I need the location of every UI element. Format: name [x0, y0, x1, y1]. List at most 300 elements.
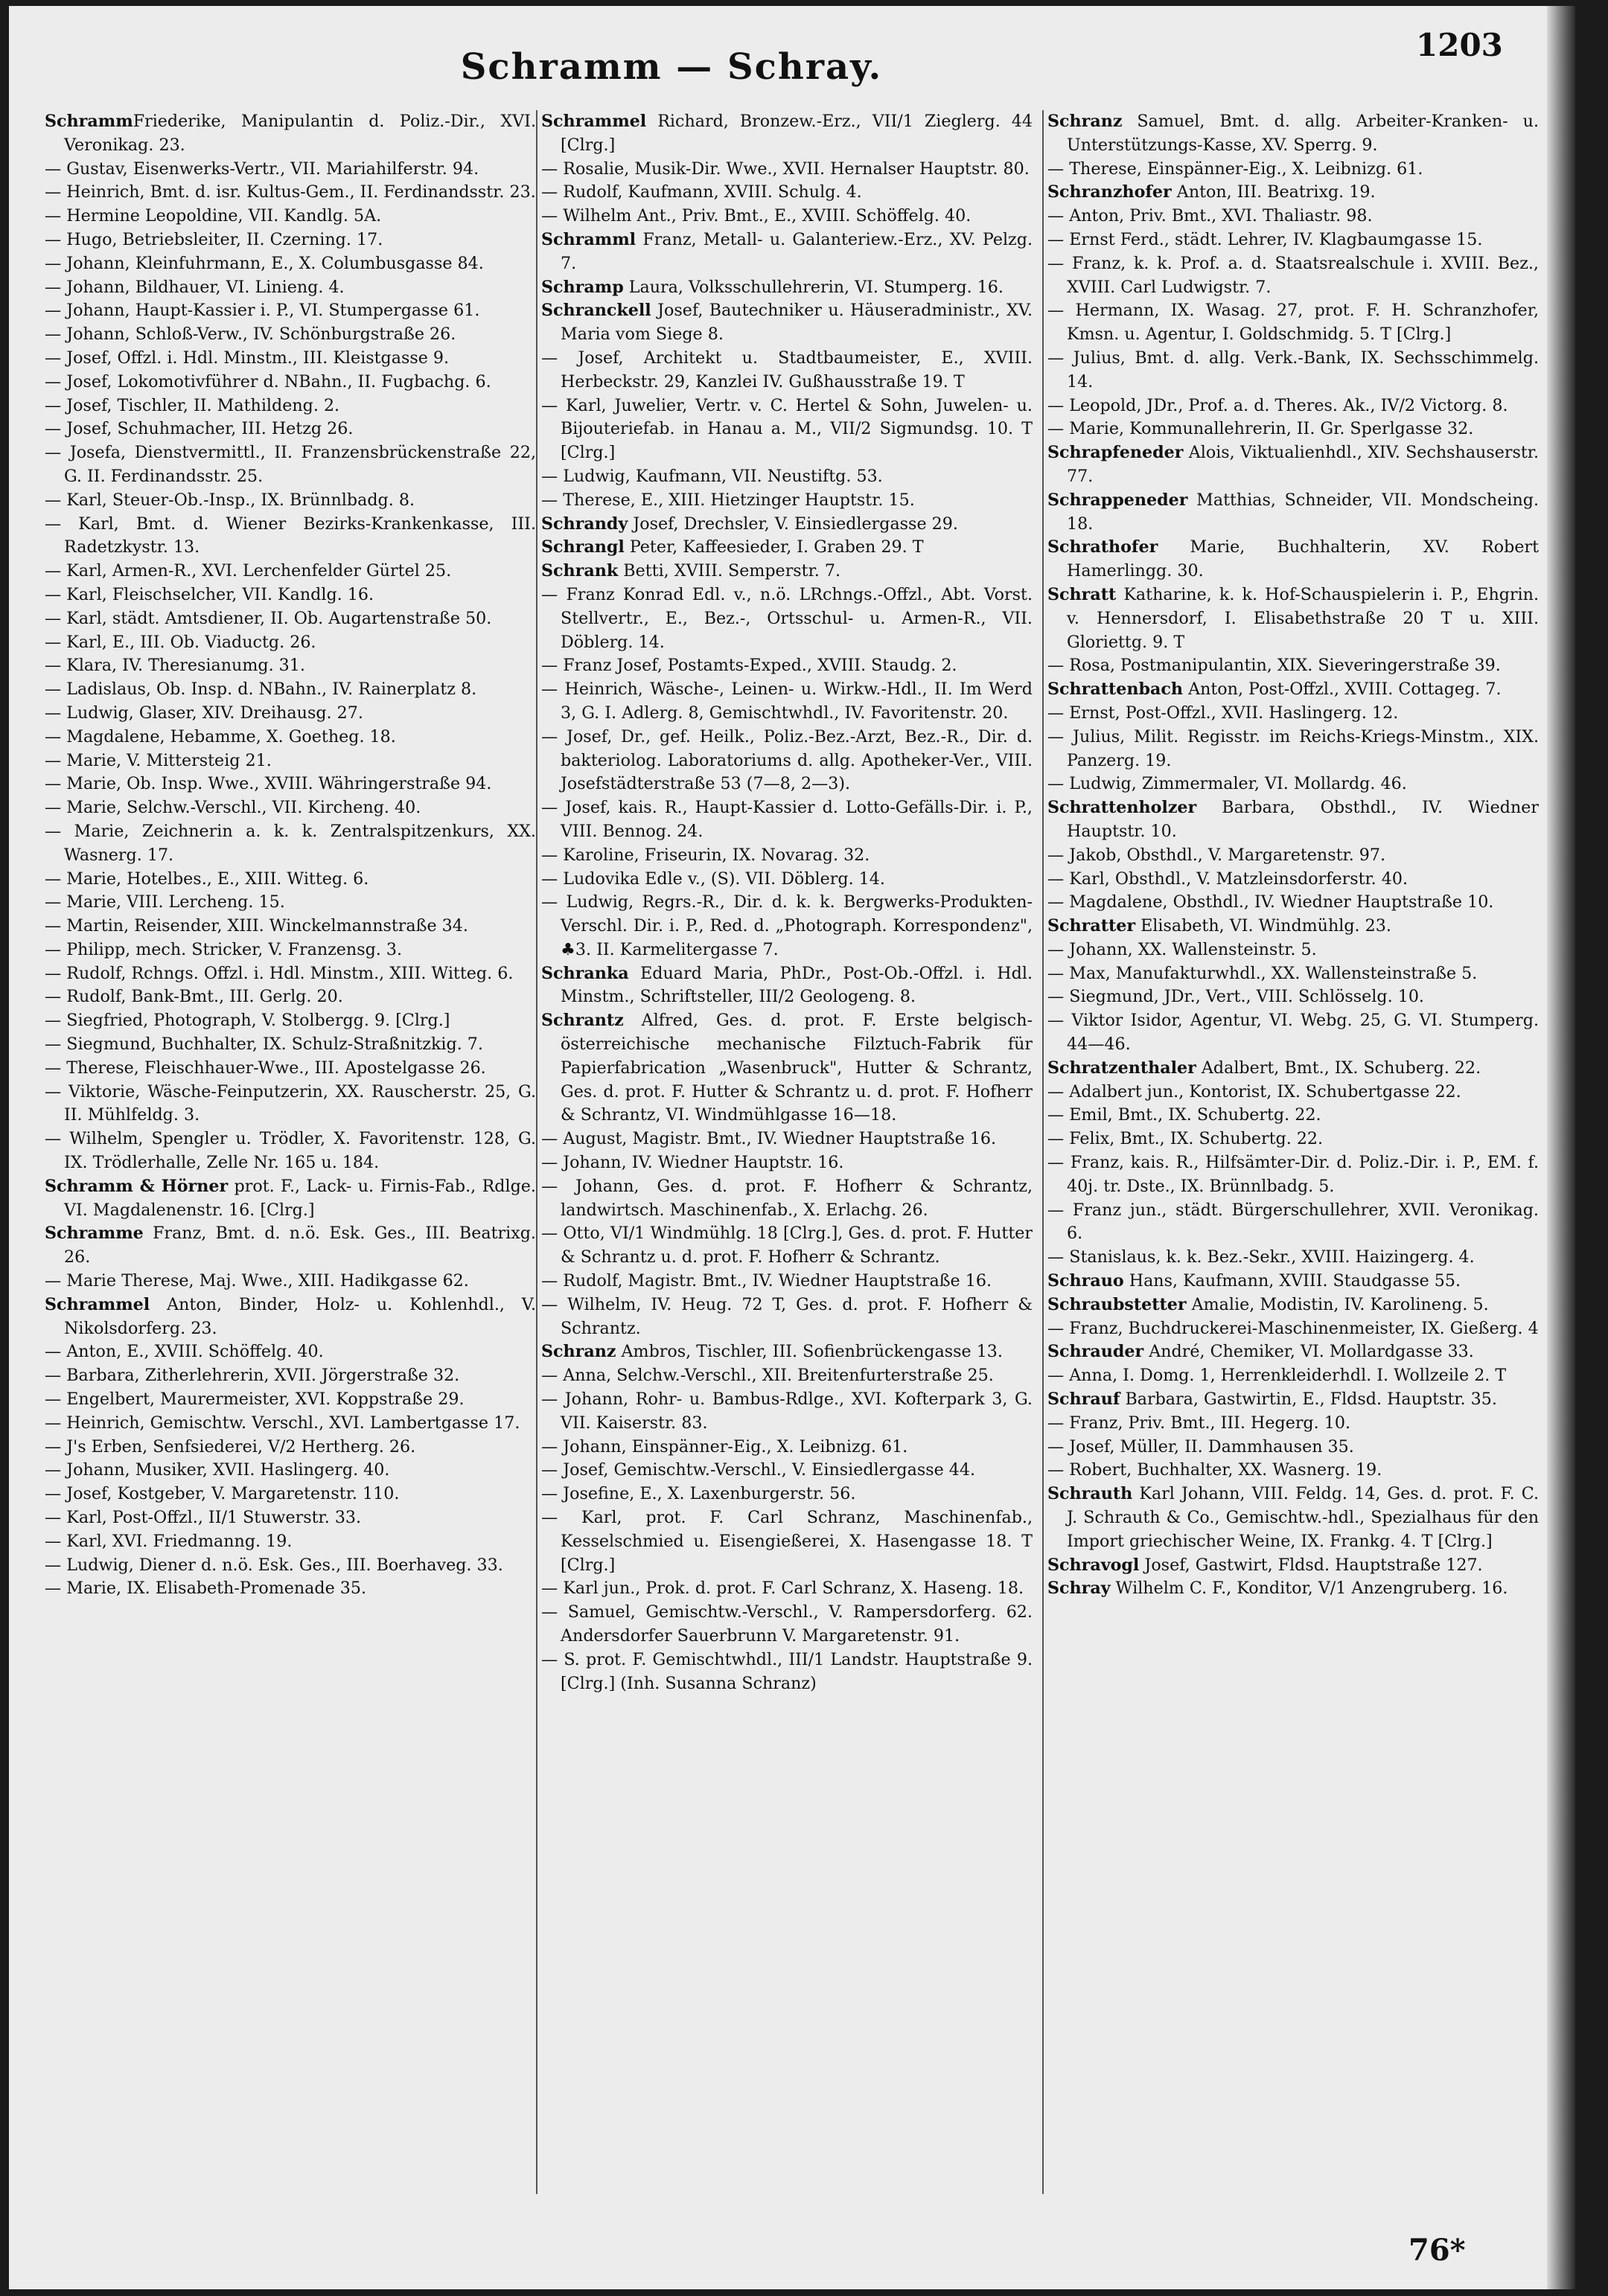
entry-text: — Marie, Zeichnerin a. k. k. Zentralspitzenkurs, XX. Wasnerg. 17.: [45, 821, 536, 865]
directory-entry: [1047, 1436, 1539, 1459]
directory-entry: [45, 1009, 536, 1033]
entry-text: — Marie, VIII. Lercheng. 15.: [45, 892, 285, 912]
directory-entry: [541, 1294, 1033, 1341]
entry-text: Samuel, Bmt. d. allg. Arbeiter-Kranken- u. Unterstützungs-Kasse, XV. Sperrg. 9.: [1067, 112, 1539, 155]
entry-text: — Karoline, Friseurin, IX. Novarag. 32.: [541, 845, 870, 865]
directory-entry: [541, 299, 1033, 347]
directory-entry: [541, 1436, 1033, 1459]
directory-entry: [45, 1033, 536, 1057]
entry-text: Betti, XVIII. Semperstr. 7.: [618, 561, 841, 581]
entry-text: — Franz, kais. R., Hilfsämter-Dir. d. Poliz.-Dir. i. P., EM. f. 40j. tr. Dste., IX. Brünnlbadg. 5.: [1047, 1153, 1539, 1196]
entry-surname: Schramm & Hörner: [45, 1176, 229, 1196]
entry-surname: Schratter: [1047, 916, 1136, 936]
directory-entry: [1047, 1459, 1539, 1483]
entry-surname: Schrathofer: [1047, 537, 1158, 557]
entry-text: — Johann, Bildhauer, VI. Linieng. 4.: [45, 277, 345, 297]
directory-entry: [541, 1601, 1033, 1649]
directory-entry: [45, 678, 536, 702]
directory-entry: [45, 1270, 536, 1294]
directory-entry: [1047, 1104, 1539, 1128]
directory-entry: [1047, 1199, 1539, 1247]
directory-entry: [45, 1412, 536, 1436]
entry-surname: Schrammel: [541, 112, 647, 131]
directory-entry: [541, 513, 1033, 537]
directory-entry: [541, 1128, 1033, 1151]
entry-surname: Schranz: [1047, 112, 1123, 131]
entry-text: — Josef, Gemischtw.-Verschl., V. Einsiedlergasse 44.: [541, 1460, 976, 1480]
entry-text: — Franz Josef, Postamts-Exped., XVIII. Staudg. 2.: [541, 656, 957, 676]
directory-entry: [1047, 347, 1539, 394]
directory-entry: [1047, 181, 1539, 205]
entry-text: — Wilhelm Ant., Priv. Bmt., E., XVIII. Schöffelg. 40.: [541, 206, 972, 226]
entry-text: Richard, Bronzew.-Erz., VII/1 Zieglerg. 44 [Clrg.]: [561, 112, 1033, 155]
directory-entry: [541, 536, 1033, 560]
entry-text: — Karl, prot. F. Carl Schranz, Maschinenfab., Kesselschmied u. Eisengießerei, X. Hasengasse 18. T [Clrg.]: [541, 1508, 1033, 1575]
entry-surname: Schrauf: [1047, 1390, 1120, 1410]
directory-entry: [45, 1483, 536, 1506]
entry-text: André, Chemiker, VI. Mollardgasse 33.: [1143, 1342, 1474, 1362]
directory-entry: [1047, 702, 1539, 726]
entry-text: Katharine, k. k. Hof-Schauspielerin i. P., Ehgrin. v. Hennersdorf, I. Elisabethstraße 20 T u. XIII. Gloriettg. 9. T: [1067, 584, 1539, 652]
directory-entry: [541, 181, 1033, 205]
directory-entry: [1047, 1128, 1539, 1151]
directory-entry: [541, 158, 1033, 182]
directory-entry: [1047, 1057, 1539, 1081]
directory-entry: [1047, 1317, 1539, 1341]
directory-entry: [45, 607, 536, 631]
directory-entry: [541, 560, 1033, 583]
directory-entry: [45, 1175, 536, 1223]
book-spine-shadow: [1547, 6, 1575, 2289]
entry-surname: Schrangl: [541, 537, 625, 557]
column-divider: [1042, 110, 1044, 2194]
entry-text: — J's Erben, Senfsiederei, V/2 Hertherg. 26.: [45, 1436, 416, 1456]
directory-entry: [1047, 868, 1539, 892]
entry-text: — Rudolf, Bank-Bmt., III. Gerlg. 20.: [45, 987, 343, 1007]
directory-entry: [541, 1483, 1033, 1506]
entry-text: — Siegfried, Photograph, V. Stolbergg. 9. [Clrg.]: [45, 1011, 450, 1031]
entry-text: — Robert, Buchhalter, XX. Wasnerg. 19.: [1047, 1460, 1382, 1480]
entry-text: — Marie, Ob. Insp. Wwe., XVIII. Währingerstraße 94.: [45, 774, 492, 794]
entry-text: Wilhelm C. F., Konditor, V/1 Anzengruberg. 16.: [1110, 1579, 1508, 1599]
entry-text: — Ludwig, Glaser, XIV. Dreihausg. 27.: [45, 703, 363, 723]
entry-surname: Schramml: [541, 229, 636, 249]
entry-surname: Schrappeneder: [1047, 490, 1188, 510]
entry-text: — Josef, Tischler, II. Mathildeng. 2.: [45, 395, 340, 415]
entry-text: — Therese, Fleischhauer-Wwe., III. Apostelgasse 26.: [45, 1058, 486, 1078]
directory-entry: [45, 583, 536, 607]
entry-text: — Josef, Lokomotivführer d. NBahn., II. Fugbachg. 6.: [45, 371, 491, 391]
entry-text: — Karl, Juwelier, Vertr. v. C. Hertel & Sohn, Juwelen- u. Bijouteriefab. in Hanau a. M., VII/2 Sigmundsg. 10. T [Clrg.]: [541, 395, 1033, 463]
directory-entry: [541, 1459, 1033, 1483]
directory-entry: [1047, 1364, 1539, 1388]
page-title: Schramm — Schray.: [460, 46, 883, 88]
directory-entry: [1047, 583, 1539, 654]
directory-entry: [1047, 938, 1539, 962]
directory-entry: [541, 868, 1033, 892]
directory-entry: [45, 985, 536, 1009]
entry-text: Alois, Viktualienhdl., XIV. Sechshauserstr. 77.: [1067, 443, 1539, 486]
entry-text: Josef, Bautechniker u. Häuseradministr., XV. Maria vom Siege 8.: [561, 301, 1033, 345]
column-3: [1047, 110, 1539, 2209]
entry-text: — Ernst, Post-Offzl., XVII. Haslingerg. 12.: [1047, 703, 1399, 723]
directory-entry: [541, 962, 1033, 1010]
entry-text: — Julius, Milit. Regisstr. im Reichs-Kriegs-Minstm., XIX. Panzerg. 19.: [1047, 726, 1539, 770]
entry-text: — Therese, Einspänner-Eig., X. Leibnizg. 61.: [1047, 159, 1423, 179]
entry-text: — Ladislaus, Ob. Insp. d. NBahn., IV. Rainerplatz 8.: [45, 679, 477, 700]
entry-text: — Rudolf, Kaufmann, XVIII. Schulg. 4.: [541, 182, 862, 202]
entry-text: — Anna, Selchw.-Verschl., XII. Breitenfurterstraße 25.: [541, 1366, 994, 1386]
entry-surname: Schrauth: [1047, 1484, 1133, 1504]
directory-entry: [1047, 1412, 1539, 1436]
entry-surname: Schravogl: [1047, 1555, 1140, 1575]
directory-entry: [541, 844, 1033, 868]
directory-entry: [1047, 985, 1539, 1009]
directory-entry: [541, 110, 1033, 158]
directory-entry: [541, 1577, 1033, 1601]
directory-entry: [1047, 1388, 1539, 1412]
page-number: 1203: [1416, 27, 1503, 63]
entry-text: — Stanislaus, k. k. Bez.-Sekr., XVIII. Haizingerg. 4.: [1047, 1247, 1475, 1267]
entry-surname: Schrammel: [45, 1294, 150, 1314]
directory-entry: [45, 1057, 536, 1081]
entry-text: Laura, Volksschullehrerin, VI. Stumperg. 16.: [623, 277, 1004, 297]
directory-entry: [1047, 1340, 1539, 1364]
entry-text: — Johann, Ges. d. prot. F. Hofherr & Schrantz, landwirtsch. Maschinenfab., X. Erlachg. 26.: [541, 1176, 1033, 1220]
entry-text: — Karl, Post-Offzl., II/1 Stuwerstr. 33.: [45, 1508, 362, 1528]
entry-text: — Karl, XVI. Friedmanng. 19.: [45, 1531, 293, 1551]
entry-text: — Ernst Ferd., städt. Lehrer, IV. Klagbaumgasse 15.: [1047, 229, 1483, 249]
directory-entry: [541, 205, 1033, 228]
entry-text: Matthias, Schneider, VII. Mondscheing. 18.: [1067, 490, 1539, 534]
entry-text: — Heinrich, Bmt. d. isr. Kultus-Gem., II. Ferdinandsstr. 23.: [45, 182, 536, 202]
directory-entry: [541, 465, 1033, 489]
entry-surname: Schrauo: [1047, 1271, 1124, 1291]
directory-entry: [45, 1128, 536, 1175]
entry-text: Amalie, Modistin, IV. Karolineng. 5.: [1186, 1294, 1489, 1314]
entry-text: Anton, Binder, Holz- u. Kohlenhdl., V. Nikolsdorferg. 23.: [64, 1294, 536, 1338]
entry-text: — Wilhelm, IV. Heug. 72 T, Ges. d. prot. F. Hofherr & Schrantz.: [541, 1294, 1033, 1338]
entry-text: — Hermann, IX. Wasag. 27, prot. F. H. Schranzhofer, Kmsn. u. Agentur, I. Goldschmidg. 5. T [Clrg.]: [1047, 301, 1539, 345]
entry-text: — Josef, Dr., gef. Heilk., Poliz.-Bez.-Arzt, Bez.-R., Dir. d. bakteriolog. Laboratoriums d. allg. Apotheker-Ver., VIII. Josefstädterstraße 53 (7—8, 2—3).: [541, 726, 1033, 794]
entry-text: — Rosalie, Musik-Dir. Wwe., XVII. Hernalser Hauptstr. 80.: [541, 159, 1030, 179]
entry-text: — Marie, V. Mittersteig 21.: [45, 750, 272, 770]
directory-entry: [45, 181, 536, 205]
column-divider: [536, 110, 537, 2194]
directory-entry: [45, 820, 536, 868]
entry-text: — Emil, Bmt., IX. Schubertg. 22.: [1047, 1105, 1321, 1125]
directory-entry: [1047, 441, 1539, 489]
entry-text: prot. F., Lack- u. Firnis-Fab., Rdlge. VI. Magdalenenstr. 16. [Clrg.]: [64, 1176, 536, 1220]
entry-text: — Jakob, Obsthdl., V. Margaretenstr. 97.: [1047, 845, 1386, 865]
directory-entry: [45, 1530, 536, 1554]
entry-text: Anton, III. Beatrixg. 19.: [1171, 182, 1376, 202]
entry-text: — Gustav, Eisenwerks-Vertr., VII. Mariahilferstr. 94.: [45, 159, 479, 179]
directory-entry: [45, 868, 536, 892]
entry-text: — Josef, Offzl. i. Hdl. Minstm., III. Kleistgasse 9.: [45, 348, 450, 368]
directory-entry: [1047, 1554, 1539, 1578]
entry-text: — Franz, Priv. Bmt., III. Hegerg. 10.: [1047, 1413, 1351, 1433]
directory-entry: [45, 513, 536, 560]
entry-text: — Ludwig, Kaufmann, VII. Neustiftg. 53.: [541, 466, 883, 486]
directory-entry: [541, 1222, 1033, 1270]
directory-entry: [1047, 915, 1539, 938]
directory-entry: [45, 654, 536, 678]
directory-entry: [45, 702, 536, 726]
entry-text: — Viktor Isidor, Agentur, VI. Webg. 25, G. VI. Stumperg. 44—46.: [1047, 1011, 1539, 1055]
entry-text: Eduard Maria, PhDr., Post-Ob.-Offzl. i. Hdl. Minstm., Schriftsteller, III/2 Geologeng. 8.: [561, 963, 1033, 1007]
directory-entry: [1047, 110, 1539, 158]
directory-entry: [1047, 891, 1539, 915]
entry-text: — Karl, städt. Amtsdiener, II. Ob. Augartenstraße 50.: [45, 608, 492, 628]
entry-text: — Josef, Architekt u. Stadtbaumeister, E., XVIII. Herbeckstr. 29, Kanzlei IV. Gußhausstraße 19. T: [541, 348, 1033, 391]
entry-text: — Martin, Reisender, XIII. Winckelmannstraße 34.: [45, 916, 468, 936]
directory-entry: [1047, 1151, 1539, 1199]
directory-entry: [1047, 299, 1539, 347]
directory-entry: [45, 749, 536, 773]
directory-entry: [45, 394, 536, 418]
entry-text: — Karl, Obsthdl., V. Matzleinsdorferstr. 40.: [1047, 869, 1408, 889]
entry-surname: Schrauder: [1047, 1342, 1144, 1362]
directory-entry: [1047, 726, 1539, 773]
directory-entry: [541, 1009, 1033, 1128]
entry-text: — Karl, Fleischselcher, VII. Kandlg. 16.: [45, 584, 374, 604]
entry-text: Adalbert, Bmt., IX. Schuberg. 22.: [1196, 1058, 1481, 1078]
directory-entry: [45, 276, 536, 300]
entry-text: Ambros, Tischler, III. Sofienbrückengasse 13.: [616, 1342, 1003, 1362]
directory-entry: [45, 1294, 536, 1341]
directory-entry: [45, 796, 536, 820]
entry-text: Karl Johann, VIII. Feldg. 14, Ges. d. prot. F. C. J. Schrauth & Co., Gemischtw.-hdl., Spezialhaus für den Import griechischer Weine, IX. Frankg. 4. T [Clrg.]: [1067, 1484, 1539, 1551]
directory-entry: [1047, 844, 1539, 868]
entry-text: — Josef, Schuhmacher, III. Hetzg 26.: [45, 419, 354, 439]
directory-entry: [45, 1222, 536, 1270]
entry-text: — Johann, Musiker, XVII. Haslingerg. 40.: [45, 1460, 390, 1480]
entry-text: — Johann, Schloß-Verw., IV. Schönburgstraße 26.: [45, 324, 456, 345]
entry-text: — Viktorie, Wäsche-Feinputzerin, XX. Rauscherstr. 25, G. II. Mühlfeldg. 3.: [45, 1081, 536, 1125]
directory-entry: [45, 299, 536, 323]
entry-text: Barbara, Gastwirtin, E., Fldsd. Hauptstr. 35.: [1120, 1390, 1497, 1410]
entry-text: — Franz Konrad Edl. v., n.ö. LRchngs.-Offzl., Abt. Vorst. Stellvertr., E., Bez.-, Ortsschul- u. Armen-R., VII. Döblerg. 14.: [541, 584, 1033, 652]
entry-text: Marie, Buchhalterin, XV. Robert Hamerlingg. 30.: [1067, 537, 1539, 581]
entry-surname: Schrattenbach: [1047, 679, 1184, 700]
entry-text: — Siegmund, JDr., Vert., VIII. Schlösselg. 10.: [1047, 987, 1424, 1007]
directory-entry: [45, 726, 536, 749]
entry-text: — Klara, IV. Theresianumg. 31.: [45, 656, 305, 676]
entry-text: — Karl, Bmt. d. Wiener Bezirks-Krankenkasse, III. Radetzkystr. 13.: [45, 514, 536, 557]
directory-entry: [541, 678, 1033, 726]
directory-entry: [541, 228, 1033, 276]
entry-text: — Adalbert jun., Kontorist, IX. Schubertgasse 22.: [1047, 1081, 1461, 1101]
entry-surname: Schrank: [541, 561, 619, 581]
directory-entry: [1047, 773, 1539, 796]
directory-entry: [45, 1506, 536, 1530]
directory-entry: [45, 347, 536, 371]
directory-entry: [45, 560, 536, 583]
directory-entry: [1047, 1577, 1539, 1601]
entry-text: Hans, Kaufmann, XVIII. Staudgasse 55.: [1123, 1271, 1461, 1291]
entry-text: — Josef, Müller, II. Dammhausen 35.: [1047, 1436, 1354, 1456]
entry-text: Josef, Drechsler, V. Einsiedlergasse 29.: [628, 514, 958, 534]
entry-text: Franz, Metall- u. Galanteriew.-Erz., XV. Pelzg. 7.: [561, 229, 1033, 273]
entry-text: — Siegmund, Buchhalter, IX. Schulz-Straßnitzkig. 7.: [45, 1035, 483, 1055]
entry-surname: Schrattenholzer: [1047, 798, 1197, 818]
entry-text: — Marie, Hotelbes., E., XIII. Witteg. 6.: [45, 869, 369, 889]
entry-text: — Anna, I. Domg. 1, Herrenkleiderhdl. I. Wollzeile 2. T: [1047, 1366, 1507, 1386]
entry-text: — Julius, Bmt. d. allg. Verk.-Bank, IX. Sechsschimmelg. 14.: [1047, 348, 1539, 391]
entry-text: — Karl, E., III. Ob. Viaductg. 26.: [45, 632, 316, 652]
entry-text: — Ludovika Edle v., (S). VII. Döblerg. 14.: [541, 869, 885, 889]
entry-text: — Karl jun., Prok. d. prot. F. Carl Schranz, X. Haseng. 18.: [541, 1579, 1024, 1599]
entry-text: — Otto, VI/1 Windmühlg. 18 [Clrg.], Ges. d. prot. F. Hutter & Schrantz u. d. prot. F. Hofherr & Schrantz.: [541, 1224, 1033, 1267]
directory-entry: [541, 583, 1033, 654]
entry-text: — Wilhelm, Spengler u. Trödler, X. Favoritenstr. 128, G. IX. Trödlerhalle, Zelle Nr. 165 u. 184.: [45, 1129, 536, 1173]
directory-entry: [45, 891, 536, 915]
entry-surname: Schrapfeneder: [1047, 443, 1184, 463]
directory-entry: [45, 1554, 536, 1578]
entry-text: — Franz jun., städt. Bürgerschullehrer, XVII. Veronikag. 6.: [1047, 1200, 1539, 1244]
entry-text: Franz, Bmt. d. n.ö. Esk. Ges., III. Beatrixg. 26.: [64, 1224, 536, 1267]
entry-text: — Magdalene, Obsthdl., IV. Wiedner Hauptstraße 10.: [1047, 892, 1494, 912]
directory-entry: [541, 796, 1033, 844]
directory-entry: [45, 1459, 536, 1483]
entry-text: — Therese, E., XIII. Hietzinger Hauptstr. 15.: [541, 490, 915, 510]
entry-text: Anton, Post-Offzl., XVIII. Cottageg. 7.: [1183, 679, 1502, 700]
entry-text: — Karl, Armen-R., XVI. Lerchenfelder Gürtel 25.: [45, 561, 452, 581]
directory-entry: [45, 1577, 536, 1601]
entry-text: Alfred, Ges. d. prot. F. Erste belgisch-österreichische mechanische Filztuch-Fabrik für Papierfabrication „Wasenbruck", Hutter & Schrantz, Ges. d. prot. F. Hutter & Schrantz u. d. prot. F. Hofherr & Schrantz, VI. Windmühlgasse 16—18.: [561, 1011, 1033, 1125]
entry-text: — Josef, Kostgeber, V. Margaretenstr. 110.: [45, 1484, 400, 1504]
entry-text: — Anton, E., XVIII. Schöffelg. 40.: [45, 1342, 324, 1362]
entry-text: — Marie, IX. Elisabeth-Promenade 35.: [45, 1579, 367, 1599]
entry-text: — Rudolf, Magistr. Bmt., IV. Wiedner Hauptstraße 16.: [541, 1271, 992, 1291]
entry-text: Barbara, Obsthdl., IV. Wiedner Hauptstr. 10.: [1067, 798, 1539, 841]
directory-entry: [541, 394, 1033, 465]
entry-text: — Johann, IV. Wiedner Hauptstr. 16.: [541, 1153, 844, 1173]
directory-entry: [1047, 228, 1539, 252]
directory-entry: [541, 1270, 1033, 1294]
entry-text: — Hermine Leopoldine, VII. Kandlg. 5A.: [45, 206, 382, 226]
directory-entry: [1047, 1081, 1539, 1104]
directory-entry: [45, 489, 536, 513]
directory-entry: [541, 1506, 1033, 1577]
directory-entry: [1047, 394, 1539, 418]
entry-surname: Schray: [1047, 1579, 1111, 1599]
directory-entry: [1047, 1483, 1539, 1553]
entry-text: — Ludwig, Regrs.-R., Dir. d. k. k. Bergwerks-Produkten-Verschl. Dir. i. P., Red. d. „Photograph. Korrespondenz", ♣3. II. Karmelitergasse 7.: [541, 892, 1033, 959]
directory-entry: [1047, 654, 1539, 678]
directory-entry: [45, 773, 536, 796]
column-1: [45, 110, 536, 2209]
directory-entry: [541, 1649, 1033, 1696]
directory-entry: [1047, 796, 1539, 844]
entry-text: — Johann, Haupt-Kassier i. P., VI. Stumpergasse 61.: [45, 301, 480, 321]
directory-entry: [1047, 1270, 1539, 1294]
entry-surname: Schranz: [541, 1342, 616, 1362]
entry-text: — Ludwig, Diener d. n.ö. Esk. Ges., III. Boerhaveg. 33.: [45, 1555, 503, 1575]
entry-surname: Schramme: [45, 1224, 144, 1244]
entry-text: — Felix, Bmt., IX. Schubertg. 22.: [1047, 1129, 1324, 1149]
directory-entry: [45, 1388, 536, 1412]
directory-entry: [1047, 962, 1539, 986]
directory-entry: [45, 252, 536, 276]
directory-entry: [45, 205, 536, 228]
directory-entry: [45, 371, 536, 394]
entry-text: Elisabeth, VI. Windmühlg. 23.: [1135, 916, 1391, 936]
entry-text: — Heinrich, Wäsche-, Leinen- u. Wirkw.-Hdl., II. Im Werd 3, G. I. Adlerg. 8, Gemischtwhdl., IV. Favoritenstr. 20.: [541, 679, 1033, 723]
entry-surname: Schramp: [541, 277, 624, 297]
directory-entry: [45, 1081, 536, 1128]
directory-entry: [541, 276, 1033, 300]
entry-text: — Rosa, Postmanipulantin, XIX. Sieveringerstraße 39.: [1047, 656, 1501, 676]
entry-text: — Samuel, Gemischtw.-Verschl., V. Rampersdorferg. 62. Andersdorfer Sauerbrunn V. Margaretenstr. 91.: [541, 1602, 1033, 1646]
entry-text: — Josefine, E., X. Laxenburgerstr. 56.: [541, 1484, 856, 1504]
directory-page: [9, 6, 1575, 2289]
entry-text: — Rudolf, Rchngs. Offzl. i. Hdl. Minstm., XIII. Witteg. 6.: [45, 963, 514, 983]
entry-surname: Schranzhofer: [1047, 182, 1172, 202]
directory-entry: [45, 418, 536, 441]
entry-text: — Johann, Rohr- u. Bambus-Rdlge., XVI. Kofterpark 3, G. VII. Kaiserstr. 83.: [541, 1390, 1033, 1433]
entry-surname: Schratzenthaler: [1047, 1058, 1196, 1078]
entry-text: Friederike, Manipulantin d. Poliz.-Dir., XVI. Veronikag. 23.: [64, 112, 536, 155]
directory-entry: [45, 441, 536, 489]
entry-surname: Schraubstetter: [1047, 1294, 1187, 1314]
entry-text: — Marie, Selchw.-Verschl., VII. Kircheng. 40.: [45, 798, 421, 818]
entry-text: — Heinrich, Gemischtw. Verschl., XVI. Lambertgasse 17.: [45, 1413, 520, 1433]
directory-entry: [1047, 536, 1539, 583]
directory-entry: [1047, 205, 1539, 228]
entry-surname: Schratt: [1047, 584, 1117, 604]
entry-text: Peter, Kaffeesieder, I. Graben 29. T: [624, 537, 924, 557]
directory-entry: [541, 1364, 1033, 1388]
directory-entry: [1047, 1009, 1539, 1057]
directory-entry: [541, 1151, 1033, 1175]
directory-entry: [1047, 489, 1539, 537]
entry-text: — Ludwig, Zimmermaler, VI. Mollardg. 46.: [1047, 774, 1407, 794]
entry-surname: Schrandy: [541, 514, 628, 534]
entry-text: — Leopold, JDr., Prof. a. d. Theres. Ak., IV/2 Victorg. 8.: [1047, 395, 1508, 415]
entry-text: — Philipp, mech. Stricker, V. Franzensg. 3.: [45, 939, 403, 959]
entry-text: — Franz, Buchdruckerei-Maschinenmeister, IX. Gießerg. 4: [1047, 1318, 1539, 1338]
entry-text: — Magdalene, Hebamme, X. Goetheg. 18.: [45, 726, 396, 746]
signature-mark: 76*: [1408, 2233, 1466, 2268]
directory-entry: [1047, 158, 1539, 182]
column-2: [541, 110, 1033, 2209]
entry-text: — Karl, Steuer-Ob.-Insp., IX. Brünnlbadg. 8.: [45, 490, 415, 510]
entry-text: — Johann, Kleinfuhrmann, E., X. Columbusgasse 84.: [45, 253, 484, 273]
directory-entry: [541, 891, 1033, 962]
entry-text: — Franz, k. k. Prof. a. d. Staatsrealschule i. XVIII. Bez., XVIII. Carl Ludwigstr. 7.: [1047, 253, 1539, 297]
entry-surname: Schranckell: [541, 301, 651, 321]
directory-entry: [45, 1364, 536, 1388]
entry-surname: Schranka: [541, 963, 629, 983]
directory-entry: [45, 915, 536, 938]
directory-entry: [45, 938, 536, 962]
entry-text: — Engelbert, Maurermeister, XVI. Koppstraße 29.: [45, 1390, 465, 1410]
directory-entry: [45, 158, 536, 182]
directory-entry: [45, 1436, 536, 1459]
directory-entry: [45, 228, 536, 252]
directory-entry: [1047, 418, 1539, 441]
directory-entry: [45, 323, 536, 347]
entry-text: — Josefa, Dienstvermittl., II. Franzensbrückenstraße 22, G. II. Ferdinandsstr. 25.: [45, 443, 536, 486]
directory-entry: [45, 1340, 536, 1364]
directory-entry: [541, 1175, 1033, 1223]
directory-entry: [1047, 1246, 1539, 1270]
directory-entry: [45, 962, 536, 986]
entry-surname: Schramm: [45, 112, 133, 131]
entry-text: — Max, Manufakturwhdl., XX. Wallensteinstraße 5.: [1047, 963, 1478, 983]
